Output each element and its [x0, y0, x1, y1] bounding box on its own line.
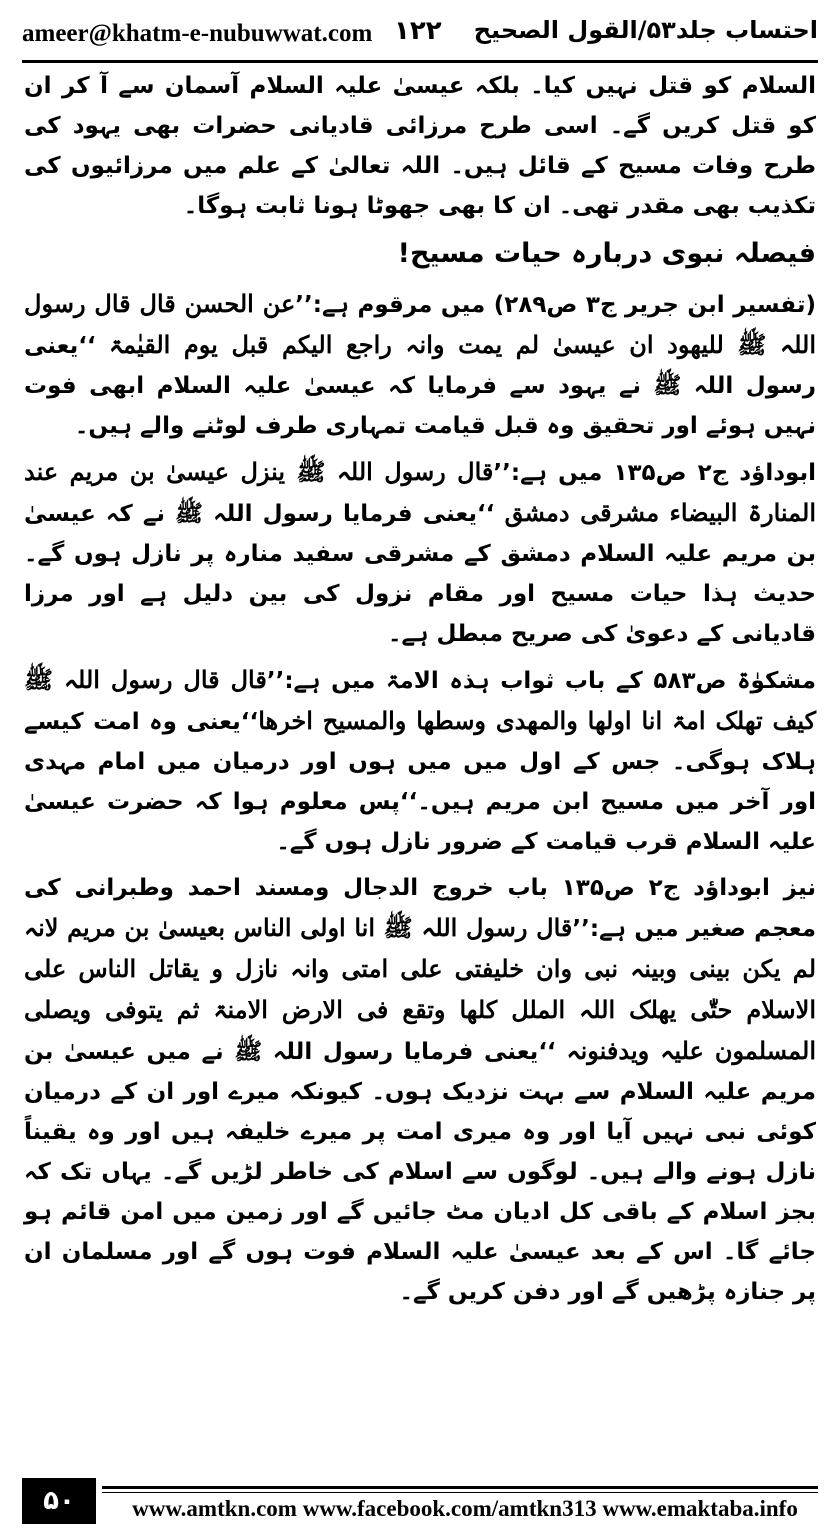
section-heading: فیصلہ نبوی دربارہ حیات مسیح! — [397, 238, 816, 269]
page-header — [22, 14, 818, 66]
header-rule — [22, 60, 818, 63]
header-page-number: ۱۲۲ — [394, 16, 442, 46]
citation: نیز ابوداؤد ج۲ ص۱۳۵ باب خروج الدجال ومسند احمد وطبرانی کی معجم صغیر میں ہے:’’ — [24, 875, 816, 942]
hadith-paragraph-4 — [24, 868, 816, 1312]
arabic-text: قال رسول اللہ ﷺ ینزل عیسیٰ بن مریم عند المنارۃ البیضاء مشرقی دمشق — [24, 457, 816, 527]
footer-rule-thin — [102, 1492, 818, 1493]
page-footer — [22, 1478, 818, 1526]
arabic-text: عن الحسن قال قال رسول اللہ ﷺ للیھود ان عیسیٰ لم یمت وانہ راجع الیکم قبل یوم القیٰمۃ — [24, 289, 817, 359]
page-body — [24, 66, 816, 1470]
header-email: ameer@khatm-e-nubuwwat.com — [22, 20, 373, 47]
arabic-text: قال قال رسول اللہ ﷺ کیف تھلک امۃ انا اولھا والمھدی وسطھا والمسیح اخرھا — [24, 665, 817, 735]
footer-page-number: ۵۰ — [22, 1478, 96, 1524]
urdu-translation: ‘‘یعنی وہ امت کیسے ہلاک ہوگی۔ جس کے اول میں میں ہوں اور درمیان میں امام مہدی اور آخر میں مسیح ابن مریم ہیں۔‘‘پس معلوم ہوا کہ حضرت عیسیٰ علیہ السلام قرب قیامت کے ضرور نازل ہوں گے۔ — [24, 709, 816, 855]
urdu-translation: ‘‘یعنی فرمایا رسول اللہ ﷺ نے کہ عیسیٰ بن مریم علیہ السلام دمشق کے مشرقی سفید منارہ پر نازل ہوں گے۔ حدیث ہذا حیات مسیح اور مقام نزول کی بین دلیل ہے اور مرزا قادیانی کے دعویٰ کی صریح مبطل ہے۔ — [24, 501, 816, 647]
opening-paragraph: السلام کو قتل نہیں کیا۔ بلکہ عیسیٰ علیہ السلام آسمان سے آ کر ان کو قتل کریں گے۔ اسی طرح مرزائی قادیانی حضرات بھی یہود کی طرح وفات مسیح کے قائل ہیں۔ اللہ تعالیٰ کے علم میں مرزائیوں کی تکذیب بھی مقدر تھی۔ ان کا بھی جھوٹا ہونا ثابت ہوگا۔ — [24, 73, 816, 219]
hadith-paragraph-1 — [24, 284, 816, 446]
arabic-text: قال رسول اللہ ﷺ انا اولی الناس بعیسیٰ بن مریم لانہ لم یکن بینی وبینہ نبی وان خلیفتی علی امتی وانہ نازل و یقاتل الناس علی الاسلام حتّٰی یھلک اللہ الملل کلھا وتقع فی الارض الامنۃ ثم یتوفی ویصلی المسلمون علیہ ویدفنونہ — [24, 913, 817, 1065]
footer-links: www.amtkn.com www.facebook.com/amtkn313 www.emaktaba.info — [132, 1496, 798, 1521]
hadith-paragraph-3 — [24, 660, 816, 862]
urdu-translation: ‘‘یعنی رسول اللہ ﷺ نے یہود سے فرمایا کہ عیسیٰ علیہ السلام ابھی فوت نہیں ہوئے اور تحقیق وہ قبل قیامت تمہاری طرف لوٹنے والے ہیں۔ — [24, 333, 816, 439]
citation: ابوداؤد ج۲ ص۱۳۵ میں ہے:’’ — [493, 460, 816, 486]
running-title: احتساب جلد۵۳/القول الصحیح — [473, 16, 818, 44]
urdu-translation: ‘‘یعنی فرمایا رسول اللہ ﷺ نے میں عیسیٰ بن مریم علیہ السلام سے بہت نزدیک ہوں۔ کیونکہ میرے اور ان کے درمیان کوئی نبی نہیں آیا اور وہ میری امت پر میرے خلیفہ ہیں اور وہ یقیناً نازل ہونے والے ہیں۔ لوگوں سے اسلام کی خاطر لڑیں گے۔ یہاں تک کہ بجز اسلام کے باقی کل ادیان مٹ جائیں گے اور زمین میں امن قائم ہو جائے گا۔ اس کے بعد عیسیٰ علیہ السلام فوت ہوں گے اور مسلمان ان پر جنازہ پڑھیں گے اور دفن کریں گے۔ — [24, 1039, 816, 1305]
citation: (تفسیر ابن جریر ج۳ ص۲۸۹) میں مرقوم ہے:’’ — [295, 292, 816, 318]
footer-rule — [102, 1486, 818, 1489]
hadith-paragraph-2 — [24, 452, 816, 654]
citation: مشکوٰۃ ص۵۸۳ کے باب ثواب ہذہ الامۃ میں ہے:’’ — [266, 668, 816, 694]
